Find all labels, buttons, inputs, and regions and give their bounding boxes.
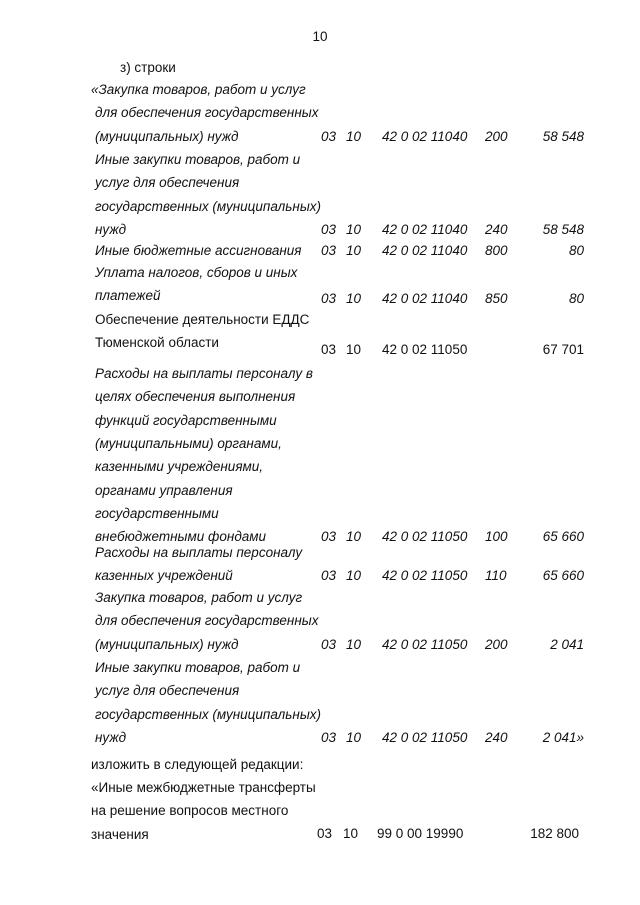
row-description-line: Иные закупки товаров, работ и <box>95 152 301 167</box>
row-description-line: нужд <box>95 729 127 745</box>
expense-type-code: 110 <box>485 568 507 584</box>
row-description-line: Обеспечение деятельности ЕДДС <box>95 312 310 327</box>
row-description-line: услуг для обеспечения <box>95 683 240 699</box>
section-code: 03 <box>321 221 337 237</box>
row-description-line: (муниципальных) нужд <box>95 128 239 144</box>
section-code: 03 <box>321 729 337 745</box>
row-description-line: Расходы на выплаты персоналу в <box>95 366 313 381</box>
row-description-line: (муниципальных) нужд <box>95 636 239 652</box>
page-number: 10 <box>312 29 328 44</box>
new-row-description-line: «Иные межбюджетные трансферты <box>91 780 316 795</box>
target-article-code: 42 0 02 11050 <box>382 568 468 584</box>
section-code: 03 <box>321 291 337 307</box>
subsection-code: 10 <box>346 529 362 545</box>
row-description-line: (муниципальными) органами, <box>95 435 282 451</box>
row-description-line: казенными учреждениями, <box>95 459 264 475</box>
section-code: 03 <box>321 128 337 144</box>
target-article-code: 42 0 02 11050 <box>382 342 468 358</box>
target-article-code: 42 0 02 11040 <box>382 291 468 307</box>
row-description-line: внебюджетными фондами <box>95 529 267 545</box>
row-description-line: для обеспечения государственных <box>95 105 319 121</box>
row-description-line: нужд <box>95 221 127 237</box>
subsection-code: 10 <box>346 243 362 258</box>
expense-type-code: 200 <box>485 128 508 144</box>
subsection-code: 10 <box>346 568 362 584</box>
transition-text: изложить в следующей редакции: <box>91 757 304 772</box>
expense-type-code: 800 <box>485 243 508 258</box>
target-article-code: 42 0 02 11050 <box>382 729 468 745</box>
target-article-code: 42 0 02 11050 <box>382 529 468 545</box>
amount-value: 67 701 <box>542 342 584 358</box>
expense-type-code: 240 <box>485 729 508 745</box>
row-description-line: услуг для обеспечения <box>95 175 240 191</box>
subsection-code: 10 <box>346 636 362 652</box>
section-code: 03 <box>321 529 337 545</box>
row-description-line: казенных учреждений <box>95 568 233 584</box>
expense-type-code: 850 <box>485 291 508 307</box>
row-description-line: целях обеспечения выполнения <box>95 389 296 405</box>
row-description-line: Тюменской области <box>95 335 219 351</box>
target-article-code: 42 0 02 11040 <box>382 221 468 237</box>
target-article-code: 42 0 02 11040 <box>382 243 468 258</box>
amount-value: 58 548 <box>542 221 584 237</box>
new-row-description-line: на решение вопросов местного <box>91 803 289 819</box>
amount-value: 80 <box>568 243 584 258</box>
subsection-code: 10 <box>343 826 359 841</box>
target-article-code: 42 0 02 11040 <box>382 128 468 144</box>
row-description-line: функций государственными <box>95 412 277 428</box>
row-description-line: государственных (муниципальных) <box>95 198 322 214</box>
subsection-code: 10 <box>346 342 362 358</box>
subsection-code: 10 <box>346 291 362 307</box>
section-code: 03 <box>321 636 337 652</box>
amount-value: 2 041» <box>542 729 584 745</box>
section-code: 03 <box>321 568 337 584</box>
section-code: 03 <box>321 342 337 358</box>
expense-type-code: 200 <box>485 636 508 652</box>
row-description-line: Расходы на выплаты персоналу <box>95 545 303 560</box>
row-description-line: для обеспечения государственных <box>95 613 319 629</box>
row-description-line: Иные закупки товаров, работ и <box>95 660 301 675</box>
expense-type-code: 240 <box>485 221 508 237</box>
row-description-line: Иные бюджетные ассигнования <box>95 243 302 258</box>
amount-value: 182 800 <box>530 826 579 841</box>
row-description-line: государственных (муниципальных) <box>95 706 322 722</box>
amount-value: 2 041 <box>550 636 584 652</box>
row-description-line: «Закупка товаров, работ и услуг <box>91 82 306 97</box>
row-description-line: Уплата налогов, сборов и иных <box>95 265 298 280</box>
amount-value: 65 660 <box>542 529 584 545</box>
expense-type-code: 100 <box>485 529 508 545</box>
subsection-code: 10 <box>346 128 362 144</box>
target-article-code: 42 0 02 11050 <box>382 636 468 652</box>
row-description-line: государственными <box>95 505 219 521</box>
amount-value: 80 <box>568 291 584 307</box>
amount-value: 58 548 <box>542 128 584 144</box>
row-description-line: платежей <box>95 288 161 304</box>
section-code: 03 <box>317 826 333 841</box>
target-article-code: 99 0 00 19990 <box>377 826 464 841</box>
section-code: 03 <box>321 243 337 258</box>
row-description-line: Закупка товаров, работ и услуг <box>95 590 303 605</box>
subsection-code: 10 <box>346 221 362 237</box>
row-description-line: органами управления <box>95 482 233 498</box>
new-row-description-line: значения <box>91 826 149 842</box>
subsection-code: 10 <box>346 729 362 745</box>
subparagraph-label: з) строки <box>120 60 176 75</box>
amount-value: 65 660 <box>542 568 584 584</box>
